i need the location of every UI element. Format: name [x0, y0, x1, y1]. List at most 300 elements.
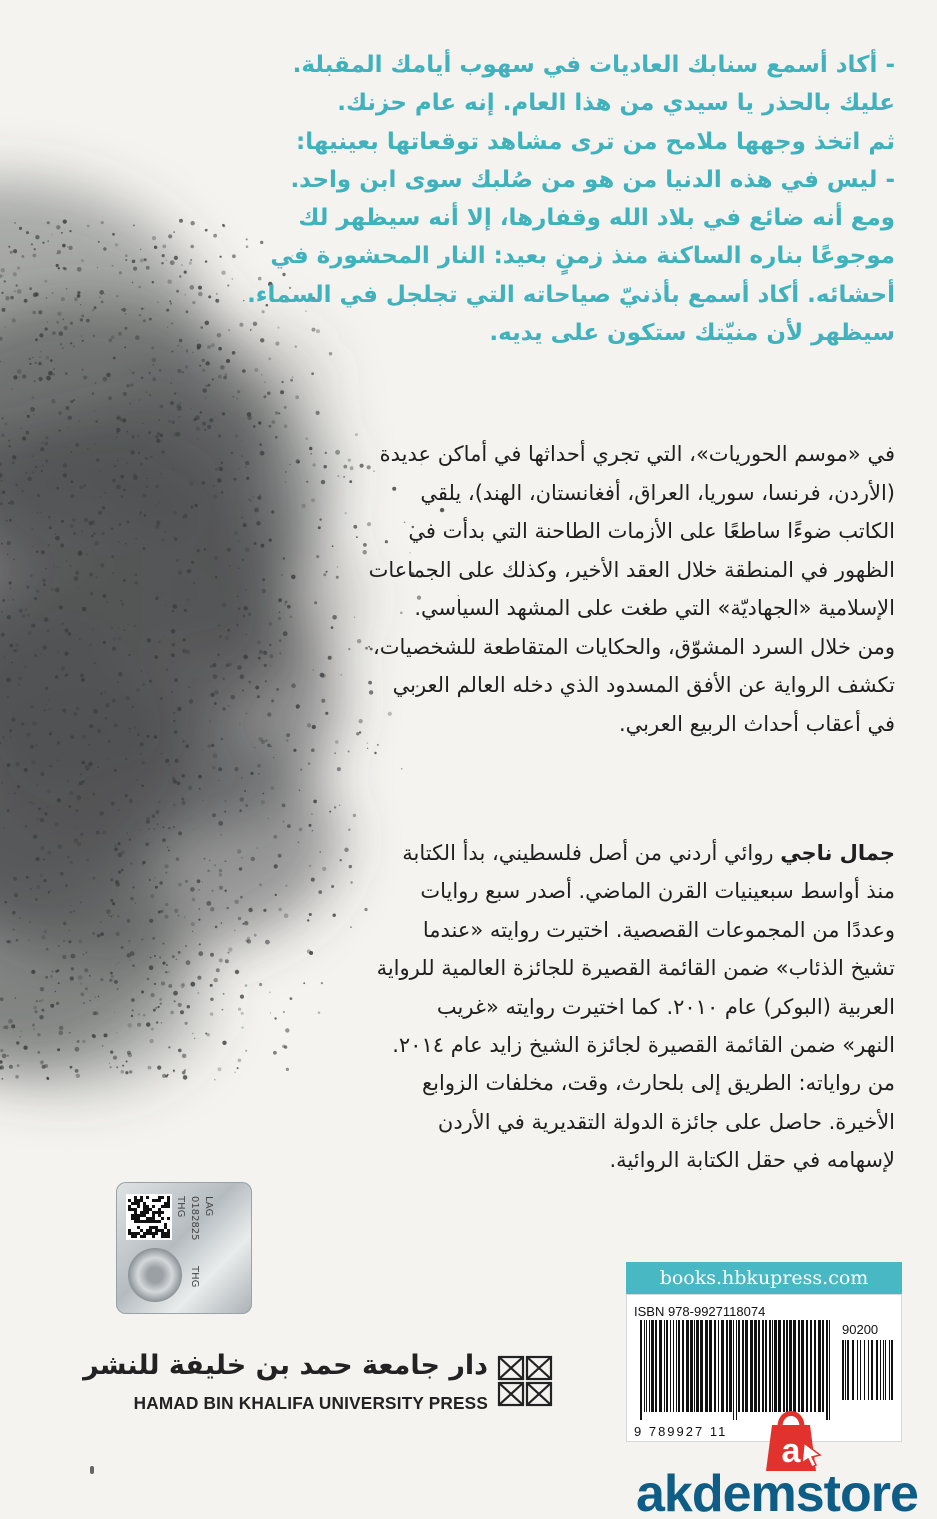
smoke-particle: [40, 351, 41, 352]
smoke-particle: [5, 901, 8, 904]
smoke-particle: [240, 797, 245, 802]
smoke-particle: [40, 846, 44, 850]
smoke-particle: [92, 309, 95, 312]
barcode-bar: [829, 1320, 830, 1420]
barcode-addon-bar: [876, 1340, 878, 1400]
smoke-particle: [105, 703, 109, 707]
barcode-addon-bar: [860, 1340, 861, 1400]
smoke-particle: [290, 379, 293, 382]
qr-module: [149, 1226, 152, 1229]
qr-module: [161, 1232, 164, 1235]
smoke-particle: [16, 762, 20, 766]
quote-line: - أكاد أسمع سنابك العاديات في سهوب أيامك المقبلة.: [292, 52, 895, 78]
smoke-particle: [132, 260, 136, 264]
qr-module: [137, 1220, 140, 1223]
smoke-particle: [149, 919, 153, 923]
smoke-particle: [33, 414, 34, 415]
qr-module: [134, 1199, 137, 1202]
smoke-particle: [168, 234, 172, 238]
smoke-particle: [154, 877, 155, 878]
smoke-particle: [81, 259, 84, 262]
smoke-particle: [201, 481, 205, 485]
qr-module: [137, 1232, 140, 1235]
smoke-particle: [184, 609, 187, 612]
smoke-particle: [47, 321, 48, 322]
smoke-particle: [128, 1023, 133, 1028]
smoke-particle: [161, 1022, 162, 1023]
smoke-particle: [236, 624, 239, 627]
smoke-particle: [241, 517, 242, 518]
smoke-particle: [106, 373, 110, 377]
smoke-particle: [141, 938, 144, 941]
barcode-addon-bar: [852, 1340, 854, 1400]
smoke-particle: [254, 368, 258, 372]
smoke-particle: [39, 1015, 43, 1019]
smoke-particle: [69, 230, 71, 232]
smoke-particle: [307, 723, 311, 727]
smoke-particle: [274, 1017, 276, 1019]
smoke-particle: [273, 835, 277, 839]
smoke-particle: [168, 1046, 170, 1048]
smoke-particle: [353, 525, 357, 529]
qr-module: [164, 1226, 167, 1229]
smoke-particle: [51, 970, 54, 973]
smoke-particle: [336, 576, 339, 579]
barcode-bar: [666, 1320, 668, 1412]
smoke-particle: [165, 864, 169, 868]
smoke-particle: [217, 333, 222, 338]
smoke-particle: [313, 800, 317, 804]
qr-module: [137, 1202, 140, 1205]
barcode-bar: [786, 1320, 788, 1412]
barcode-bar: [686, 1320, 689, 1412]
smoke-particle: [159, 801, 161, 803]
smoke-particle: [46, 948, 49, 951]
qr-module: [161, 1196, 164, 1199]
smoke-particle: [225, 373, 228, 376]
smoke-particle: [108, 339, 112, 343]
smoke-particle: [241, 777, 242, 778]
smoke-particle: [187, 599, 188, 600]
smoke-particle: [211, 744, 214, 747]
smoke-particle: [156, 521, 160, 525]
smoke-particle: [50, 765, 52, 767]
barcode-bar: [798, 1320, 800, 1412]
smoke-particle: [183, 517, 185, 519]
qr-module: [167, 1196, 170, 1199]
smoke-particle: [31, 243, 33, 245]
smoke-particle: [172, 610, 174, 612]
smoke-particle: [147, 978, 150, 981]
smoke-particle: [312, 830, 314, 832]
smoke-particle: [150, 957, 152, 959]
smoke-particle: [27, 415, 30, 418]
smoke-particle: [41, 442, 44, 445]
smoke-particle: [45, 327, 48, 330]
author-bio-text: روائي أردني من أصل فلسطيني، بدأ الكتابة: [402, 841, 781, 865]
smoke-particle: [116, 436, 118, 438]
smoke-particle: [311, 498, 315, 502]
smoke-particle: [127, 833, 128, 834]
smoke-particle: [236, 397, 238, 399]
smoke-particle: [80, 832, 84, 836]
smoke-particle: [174, 678, 178, 682]
smoke-particle: [62, 319, 64, 321]
smoke-particle: [180, 1010, 184, 1014]
smoke-particle: [44, 812, 47, 815]
smoke-particle: [75, 571, 79, 575]
smoke-particle: [67, 780, 69, 782]
smoke-particle: [229, 565, 230, 566]
smoke-particle: [367, 748, 368, 749]
smoke-particle: [213, 674, 218, 679]
smoke-particle: [125, 794, 128, 797]
smoke-particle: [197, 879, 201, 883]
smoke-particle: [62, 955, 66, 959]
smoke-particle: [1, 543, 3, 545]
smoke-particle: [223, 993, 225, 995]
smoke-particle: [239, 810, 241, 812]
smoke-particle: [198, 908, 200, 910]
smoke-particle: [161, 982, 165, 986]
barcode-bar: [664, 1320, 665, 1412]
smoke-particle: [261, 544, 265, 548]
smoke-particle: [121, 495, 124, 498]
smoke-particle: [57, 741, 60, 744]
smoke-particle: [117, 681, 119, 683]
smoke-particle: [190, 285, 195, 290]
smoke-particle: [129, 402, 131, 404]
smoke-particle: [41, 550, 45, 554]
smoke-particle: [123, 489, 125, 491]
smoke-particle: [130, 863, 132, 865]
smoke-particle: [102, 831, 106, 835]
smoke-particle: [365, 647, 368, 650]
smoke-particle: [113, 1056, 117, 1060]
smoke-particle: [13, 249, 17, 253]
bag-letter: a: [781, 1432, 801, 1470]
smoke-particle: [35, 292, 39, 296]
smoke-particle: [350, 881, 352, 883]
smoke-particle: [197, 344, 202, 349]
smoke-particle: [221, 462, 223, 464]
smoke-particle: [155, 1007, 157, 1009]
synopsis-line: (الأردن، فرنسا، سوريا، العراق، أفغانستان، الهند)، يلقي: [420, 480, 895, 505]
smoke-particle: [114, 844, 116, 846]
smoke-particle: [112, 902, 115, 905]
smoke-particle: [160, 697, 163, 700]
smoke-particle: [92, 495, 93, 496]
smoke-particle: [96, 577, 98, 579]
smoke-particle: [32, 396, 35, 399]
smoke-particle: [82, 761, 86, 765]
smoke-particle: [162, 254, 165, 257]
smoke-particle: [87, 798, 89, 800]
smoke-particle: [127, 919, 130, 922]
smoke-particle: [241, 1027, 243, 1029]
smoke-particle: [82, 369, 84, 371]
smoke-particle: [319, 518, 321, 520]
smoke-particle: [278, 908, 282, 912]
qr-module: [161, 1235, 164, 1238]
smoke-particle: [196, 426, 201, 431]
smoke-particle: [74, 838, 79, 843]
qr-module: [128, 1199, 131, 1202]
smoke-particle: [87, 225, 90, 228]
barcode-bar: [762, 1320, 764, 1412]
smoke-particle: [77, 842, 81, 846]
smoke-particle: [130, 369, 131, 370]
ean-digits: 9 789927 11: [634, 1424, 728, 1439]
smoke-particle: [293, 749, 296, 752]
smoke-particle: [181, 774, 184, 777]
smoke-particle: [149, 394, 151, 396]
smoke-particle: [268, 622, 272, 626]
smoke-particle: [1, 633, 5, 637]
qr-module: [164, 1202, 167, 1205]
smoke-particle: [312, 463, 315, 466]
smoke-particle: [162, 826, 164, 828]
smoke-particle: [166, 964, 168, 966]
smoke-particle: [170, 260, 175, 265]
smoke-particle: [179, 339, 182, 342]
smoke-particle: [244, 790, 246, 792]
smoke-particle: [58, 945, 60, 947]
smoke-particle: [197, 549, 200, 552]
smoke-particle: [15, 649, 19, 653]
smoke-particle: [166, 668, 169, 671]
qr-code-icon: [126, 1194, 172, 1240]
smoke-particle: [103, 247, 106, 250]
smoke-particle: [272, 420, 276, 424]
smoke-particle: [25, 825, 28, 828]
smoke-particle: [9, 644, 13, 648]
barcode-bar: [726, 1320, 728, 1412]
smoke-particle: [217, 654, 220, 657]
smoke-particle: [69, 805, 72, 808]
smoke-particle: [188, 686, 190, 688]
smoke-particle: [149, 372, 151, 374]
smoke-particle: [85, 952, 87, 954]
smoke-particle: [92, 628, 94, 630]
smoke-particle: [348, 829, 350, 831]
smoke-particle: [105, 717, 108, 720]
smoke-particle: [48, 699, 50, 701]
smoke-particle: [98, 511, 102, 515]
barcode-addon-bar: [871, 1340, 873, 1400]
qr-module: [143, 1220, 146, 1223]
smoke-particle: [215, 926, 218, 929]
smoke-particle: [209, 681, 211, 683]
quote-line: سيظهر لأن منيّتك ستكون على يديه.: [489, 320, 895, 347]
smoke-particle: [154, 735, 158, 739]
barcode-addon-bar: [845, 1340, 846, 1400]
smoke-particle: [75, 809, 78, 812]
qr-module: [143, 1214, 146, 1217]
smoke-particle: [52, 292, 54, 294]
smoke-particle: [238, 917, 241, 920]
smoke-particle: [178, 951, 181, 954]
smoke-particle: [216, 968, 220, 972]
qr-module: [158, 1208, 161, 1211]
smoke-particle: [243, 606, 248, 611]
smoke-particle: [76, 1074, 80, 1078]
smoke-particle: [70, 735, 74, 739]
qr-module: [164, 1235, 167, 1238]
smoke-particle: [259, 650, 263, 654]
smoke-particle: [0, 1049, 3, 1052]
smoke-particle: [68, 632, 72, 636]
smoke-particle: [14, 290, 16, 292]
smoke-particle: [156, 810, 160, 814]
smoke-particle: [25, 609, 27, 611]
smoke-particle: [157, 1066, 161, 1070]
smoke-particle: [137, 733, 140, 736]
smoke-particle: [135, 903, 136, 904]
author-line: من رواياته: الطريق إلى بلحارث، وقت، مخلفات الزوابع: [421, 1071, 895, 1096]
smoke-particle: [207, 870, 210, 873]
smoke-particle: [258, 737, 263, 742]
smoke-particle: [7, 696, 9, 698]
smoke-particle: [114, 465, 116, 467]
smoke-particle: [70, 565, 72, 567]
smoke-particle: [224, 860, 226, 862]
author-bio: [377, 834, 895, 1180]
qr-module: [137, 1226, 140, 1229]
smoke-particle: [21, 723, 24, 726]
smoke-particle: [234, 930, 235, 931]
smoke-particle: [116, 485, 121, 490]
smoke-particle: [186, 310, 189, 313]
smoke-particle: [31, 706, 33, 708]
smoke-particle: [1, 782, 3, 784]
smoke-particle: [184, 1069, 186, 1071]
qr-module: [158, 1220, 161, 1223]
smoke-particle: [154, 955, 156, 957]
smoke-particle: [104, 691, 107, 694]
qr-module: [143, 1205, 146, 1208]
smoke-particle: [311, 372, 314, 375]
smoke-particle: [70, 400, 73, 403]
smoke-particle: [225, 800, 227, 802]
smoke-particle: [337, 767, 341, 771]
synopsis-line: تكشف الرواية عن الأفق المسدود الذي دخله العالم العربي: [392, 673, 895, 697]
smoke-particle: [174, 256, 178, 260]
smoke-particle: [279, 611, 281, 613]
smoke-particle: [111, 975, 114, 978]
smoke-particle: [91, 535, 94, 538]
qr-module: [143, 1232, 146, 1235]
smoke-particle: [162, 539, 165, 542]
smoke-particle: [341, 674, 342, 675]
smoke-particle: [45, 687, 49, 691]
smoke-particle: [263, 651, 267, 655]
smoke-particle: [75, 1047, 80, 1052]
barcode-addon-bar: [880, 1340, 881, 1400]
barcode-bar: [676, 1320, 677, 1412]
smoke-particle: [179, 219, 183, 223]
smoke-particle: [207, 1033, 210, 1036]
smoke-particle: [45, 459, 48, 462]
smoke-particle: [258, 421, 261, 424]
smoke-particle: [185, 880, 188, 883]
smoke-particle: [61, 297, 65, 301]
smoke-particle: [246, 477, 249, 480]
smoke-particle: [357, 639, 361, 643]
smoke-particle: [226, 359, 230, 363]
smoke-particle: [9, 519, 12, 522]
smoke-particle: [17, 266, 20, 269]
smoke-particle: [46, 356, 50, 360]
synopsis-line: الظهور في المنطقة خلال العقد الأخير، وكذلك على الجماعات: [368, 557, 895, 582]
qr-module: [128, 1232, 131, 1235]
smoke-particle: [81, 530, 83, 532]
smoke-particle: [245, 804, 248, 807]
smoke-particle: [63, 473, 67, 477]
smoke-particle: [250, 772, 253, 775]
smoke-particle: [44, 709, 46, 711]
smoke-particle: [118, 842, 121, 845]
smoke-particle: [94, 662, 97, 665]
smoke-particle: [286, 733, 290, 737]
qr-module: [161, 1205, 164, 1208]
smoke-particle: [92, 1034, 95, 1037]
smoke-particle: [136, 688, 140, 692]
qr-module: [155, 1199, 158, 1202]
smoke-particle: [224, 811, 226, 813]
smoke-particle: [227, 705, 230, 708]
smoke-particle: [320, 851, 321, 852]
barcode-addon-bar: [885, 1340, 886, 1400]
smoke-particle: [284, 425, 287, 428]
smoke-particle: [206, 901, 211, 906]
smoke-particle: [192, 1033, 194, 1035]
smoke-particle: [232, 351, 236, 355]
smoke-particle: [132, 886, 134, 888]
smoke-particle: [299, 828, 303, 832]
qr-module: [143, 1235, 146, 1238]
smoke-particle: [278, 412, 280, 414]
smoke-particle: [37, 818, 39, 820]
smoke-particle: [7, 1055, 9, 1057]
smoke-particle: [36, 885, 40, 889]
smoke-particle: [314, 601, 317, 604]
smoke-particle: [254, 934, 257, 937]
smoke-particle: [52, 234, 53, 235]
smoke-particle: [137, 1023, 141, 1027]
smoke-particle: [66, 406, 70, 410]
smoke-particle: [198, 286, 202, 290]
smoke-particle: [202, 369, 205, 372]
smoke-particle: [220, 365, 225, 370]
smoke-particle: [94, 541, 99, 546]
smoke-particle: [168, 984, 172, 988]
qr-module: [149, 1229, 152, 1232]
smoke-particle: [36, 1000, 38, 1002]
pin-mark: [90, 1466, 94, 1474]
smoke-particle: [275, 411, 278, 414]
qr-module: [137, 1214, 140, 1217]
smoke-particle: [212, 663, 216, 667]
barcode-bar: [745, 1320, 748, 1412]
smoke-particle: [111, 555, 114, 558]
smoke-particle: [205, 229, 208, 232]
smoke-particle: [103, 641, 106, 644]
smoke-particle: [77, 267, 82, 272]
smoke-particle: [17, 1064, 20, 1067]
qr-module: [146, 1211, 149, 1214]
smoke-particle: [225, 959, 229, 963]
